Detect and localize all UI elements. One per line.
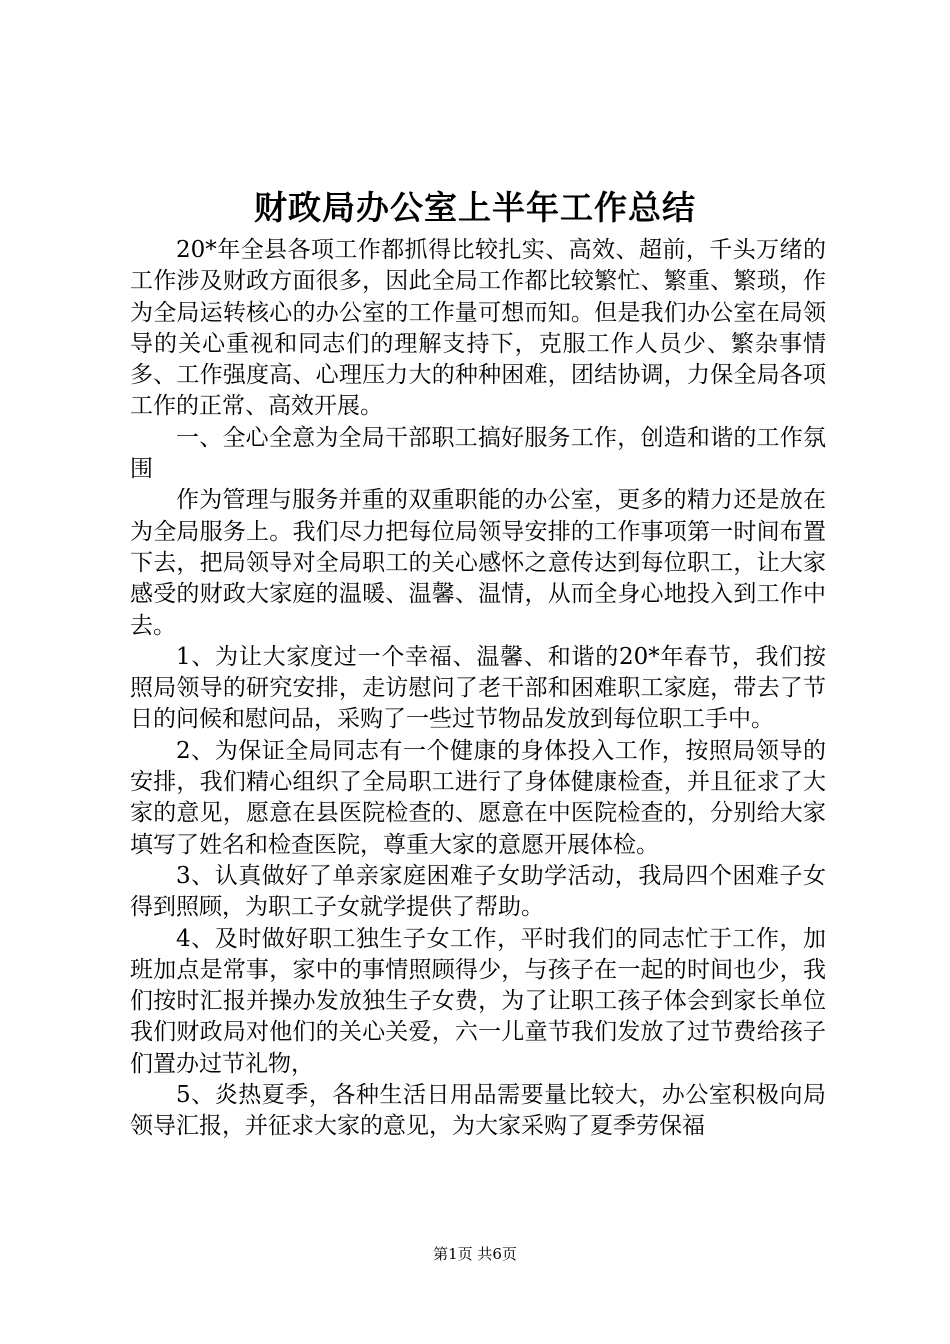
- list-item-4: 4、及时做好职工独生子女工作，平时我们的同志忙于工作，加班加点是常事，家中的事情照顾得少，与孩子在一起的时间也少，我们按时汇报并操办发放独生子女费，为了让职工孩子体会到家长单位我们财政局对他们的关心关爱，六一儿童节我们发放了过节费给孩子们置办过节礼物，: [130, 925, 826, 1077]
- paragraph-intro: 20*年全县各项工作都抓得比较扎实、高效、超前，千头万绪的工作涉及财政方面很多，因此全局工作都比较繁忙、繁重、繁琐，作为全局运转核心的办公室的工作量可想而知。但是我们办公室在局领导的关心重视和同志们的理解支持下，克服工作人员少、繁杂事情多、工作强度高、心理压力大的种种困难，团结协调，力保全局各项工作的正常、高效开展。: [130, 237, 826, 420]
- document-body: [130, 235, 826, 1143]
- list-item-5: 5、炎热夏季，各种生活日用品需要量比较大，办公室积极向局领导汇报，并征求大家的意见，为大家采购了夏季劳保福: [130, 1082, 826, 1140]
- page-footer: [0, 1244, 950, 1264]
- section-heading-1: 一、全心全意为全局干部职工搞好服务工作，创造和谐的工作氛围: [130, 424, 826, 483]
- paragraph-service: 作为管理与服务并重的双重职能的办公室，更多的精力还是放在为全局服务上。我们尽力把每位局领导安排的工作事项第一时间布置下去，把局领导对全局职工的关心感怀之意传达到每位职工，让大家感受的财政大家庭的温暖、温馨、温情，从而全身心地投入到工作中去。: [130, 487, 826, 639]
- list-item-1: 1、为让大家度过一个幸福、温馨、和谐的20*年春节，我们按照局领导的研究安排，走访慰问了老干部和困难职工家庭，带去了节日的问候和慰问品，采购了一些过节物品发放到每位职工手中。: [130, 643, 826, 733]
- document-title: 财政局办公室上半年工作总结: [254, 188, 696, 227]
- list-item-2: 2、为保证全局同志有一个健康的身体投入工作，按照局领导的安排，我们精心组织了全局职工进行了身体健康检查，并且征求了大家的意见，愿意在县医院检查的、愿意在中医院检查的，分别给大家填写了姓名和检查医院，尊重大家的意愿开展体检。: [130, 737, 826, 858]
- list-item-3: 3、认真做好了单亲家庭困难子女助学活动，我局四个困难子女得到照顾，为职工子女就学提供了帮助。: [130, 862, 826, 921]
- page-number: 第1页 共6页: [433, 1245, 517, 1263]
